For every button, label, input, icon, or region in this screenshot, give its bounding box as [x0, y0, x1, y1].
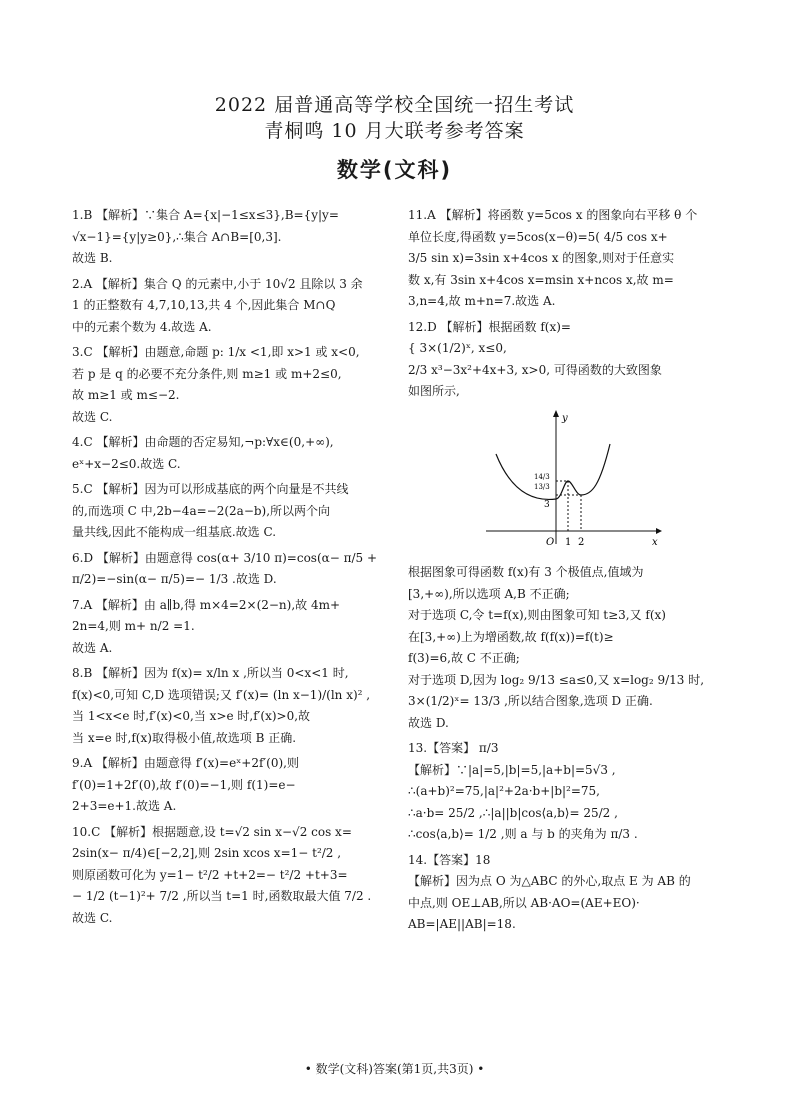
text-line: 5.C 【解析】因为可以形成基底的两个向量是不共线 [72, 482, 349, 496]
text-line: 【解析】∵|a|=5,|b|=5,|a+b|=5√3 , [408, 762, 616, 777]
text-line: 1 的正整数有 4,7,10,13,共 4 个,因此集合 M∩Q [72, 298, 336, 312]
subject-title: 数学(文科) [336, 158, 453, 182]
question-8 [72, 663, 390, 749]
text-line: 中点,则 OE⊥AB,所以 AB·AO=(AE+EO)· [408, 895, 640, 910]
text-line: 【解析】因为点 O 为△ABC 的外心,取点 E 为 AB 的 [408, 874, 691, 888]
curve [496, 444, 610, 499]
text-line: { 3×(1/2)ˣ, x≤0, [408, 341, 507, 355]
text-line: 7.A 【解析】由 a∥b,得 m×4=2×(2−n),故 4m+ [72, 597, 341, 612]
y-arrow-icon [553, 410, 559, 417]
text-line: 2+3=e+1.故选 A. [72, 799, 177, 813]
text-line: 当 1<x<e 时,f′(x)<0,当 x>e 时,f′(x)>0,故 [72, 709, 311, 723]
text-line: 数 x,有 3sin x+4cos x=msin x+ncos x,故 m= [408, 272, 674, 287]
text-line: 6.D 【解析】由题意得 cos(α+ 3/10 π)=cos(α− π/5 + [72, 550, 378, 565]
text-line: 3,n=4,故 m+n=7.故选 A. [408, 294, 556, 308]
text-line: 量共线,因此不能构成一组基底.故选 C. [72, 525, 277, 539]
text-line: 中的元素个数为 4.故选 A. [72, 319, 212, 334]
header [0, 92, 789, 184]
x-tick-1: 1 [565, 536, 572, 548]
question-10 [72, 822, 390, 930]
text-line: − 1/2 (t−1)²+ 7/2 ,所以当 t=1 时,函数取最大值 7/2 . [72, 889, 372, 903]
y-tick-14-3: 14/3 [534, 472, 550, 481]
x-tick-2: 2 [578, 536, 585, 548]
text-line: 则原函数可化为 y=1− t²/2 +t+2=− t²/2 +t+3= [72, 867, 348, 882]
question-13 [408, 738, 726, 846]
exam-title: 2022 届普通高等学校全国统一招生考试 [214, 94, 575, 116]
text-line: 故选 A. [72, 640, 113, 655]
text-line: 8.B 【解析】因为 f(x)= x/ln x ,所以当 0<x<1 时, [72, 666, 349, 680]
text-line: ∴a·b= 25/2 ,∴|a||b|cos⟨a,b⟩= 25/2 , [408, 805, 618, 820]
text-line: 11.A 【解析】将函数 y=5cos x 的图象向右平移 θ 个 [408, 208, 698, 222]
graph-svg [476, 409, 666, 549]
question-3 [72, 342, 390, 428]
text-line: √x−1}={y|y≥0},∴集合 A∩B=[0,3]. [72, 229, 282, 244]
question-12-analysis [408, 562, 726, 734]
y-tick-13-3: 13/3 [534, 482, 550, 491]
text-line: ∴(a+b)²=75,|a|²+2a·b+|b|²=75, [408, 784, 600, 798]
text-line: 根据图象可得函数 f(x)有 3 个极值点,值域为 [408, 565, 644, 579]
question-12-intro [408, 317, 726, 403]
text-line: 3×(1/2)ˣ= 13/3 ,所以结合图象,选项 D 正确. [408, 694, 653, 708]
origin-label: O [546, 536, 555, 548]
question-11 [408, 205, 726, 313]
text-line: ∴cos⟨a,b⟩= 1/2 ,则 a 与 b 的夹角为 π/3 . [408, 827, 638, 841]
text-line: f(x)<0,可知 C,D 选项错误;又 f′(x)= (ln x−1)/(ln x)² , [72, 687, 371, 702]
text-line: 对于选项 C,令 t=f(x),则由图象可知 t≥3,又 f(x) [408, 608, 666, 622]
text-line: 2n=4,则 m+ n/2 =1. [72, 619, 195, 633]
text-line: 3/5 sin x)=3sin x+4cos x 的图象,则对于任意实 [408, 251, 675, 265]
text-line: AB=|AE||AB|=18. [408, 917, 516, 931]
text-line: 4.C 【解析】由命题的否定易知,¬p:∀x∈(0,+∞), [72, 435, 334, 449]
text-line: 故 m≥1 或 m≤−2. [72, 388, 180, 402]
question-14 [408, 850, 726, 936]
text-line: 的,而选项 C 中,2b−4a=−2(2a−b),所以两个向 [72, 503, 331, 518]
y-axis-label: y [562, 412, 568, 424]
text-line: 当 x=e 时,f(x)取得极小值,故选项 B 正确. [72, 730, 297, 745]
text-line: 10.C 【解析】根据题意,设 t=√2 sin x−√2 cos x= [72, 824, 352, 839]
text-line: eˣ+x−2≤0.故选 C. [72, 456, 181, 471]
text-line: 1.B 【解析】∵集合 A={x|−1≤x≤3},B={y|y= [72, 208, 339, 222]
question-2 [72, 274, 390, 339]
text-line: f′(0)=1+2f′(0),故 f′(0)=−1,则 f(1)=e− [72, 777, 296, 792]
x-axis-label: x [652, 536, 658, 548]
left-column [72, 205, 390, 933]
text-line: π/2)=−sin(α− π/5)=− 1/3 .故选 D. [72, 572, 277, 586]
text-line: 故选 D. [408, 715, 449, 730]
question-6 [72, 548, 390, 591]
text-line: 2.A 【解析】集合 Q 的元素中,小于 10√2 且除以 3 余 [72, 276, 363, 291]
text-line: 在[3,+∞)上为增函数,故 f(f(x))=f(t)≥ [408, 629, 614, 644]
text-line: 对于选项 D,因为 log₂ 9/13 ≤a≤0,又 x=log₂ 9/13 时, [408, 672, 705, 687]
text-line: 14.【答案】18 [408, 852, 491, 867]
x-arrow-icon [656, 528, 662, 534]
text-line: 9.A 【解析】由题意得 f′(x)=eˣ+2f′(0),则 [72, 756, 299, 770]
text-line: 若 p 是 q 的必要不充分条件,则 m≥1 或 m+2≤0, [72, 366, 342, 381]
text-line: 3.C 【解析】由题意,命题 p: 1/x <1,即 x>1 或 x<0, [72, 345, 360, 359]
text-line: 如图所示, [408, 384, 460, 398]
text-line: 故选 C. [72, 409, 113, 424]
text-line: 2sin(x− π/4)∈[−2,2],则 2sin xcos x=1− t²/2 , [72, 846, 342, 860]
text-line: 13.【答案】 π/3 [408, 741, 499, 755]
page-footer: • 数学(文科)答案(第1页,共3页) • [304, 1062, 485, 1076]
question-1 [72, 205, 390, 270]
text-line: 2/3 x³−3x²+4x+3, x>0, 可得函数的大致图象 [408, 362, 662, 377]
answer-title: 青桐鸣 10 月大联考参考答案 [264, 120, 525, 142]
function-graph [476, 409, 726, 557]
text-line: 12.D 【解析】根据函数 f(x)= [408, 319, 571, 334]
text-line: f(3)=6,故 C 不正确; [408, 651, 520, 665]
question-5 [72, 479, 390, 544]
right-column [408, 205, 726, 940]
text-line: 故选 B. [72, 251, 113, 265]
text-line: [3,+∞),所以选项 A,B 不正确; [408, 586, 570, 601]
y-tick-3: 3 [544, 499, 550, 510]
question-4 [72, 432, 390, 475]
text-line: 故选 C. [72, 910, 113, 925]
text-line: 单位长度,得函数 y=5cos(x−θ)=5( 4/5 cos x+ [408, 229, 668, 244]
question-7 [72, 595, 390, 660]
question-9 [72, 753, 390, 818]
